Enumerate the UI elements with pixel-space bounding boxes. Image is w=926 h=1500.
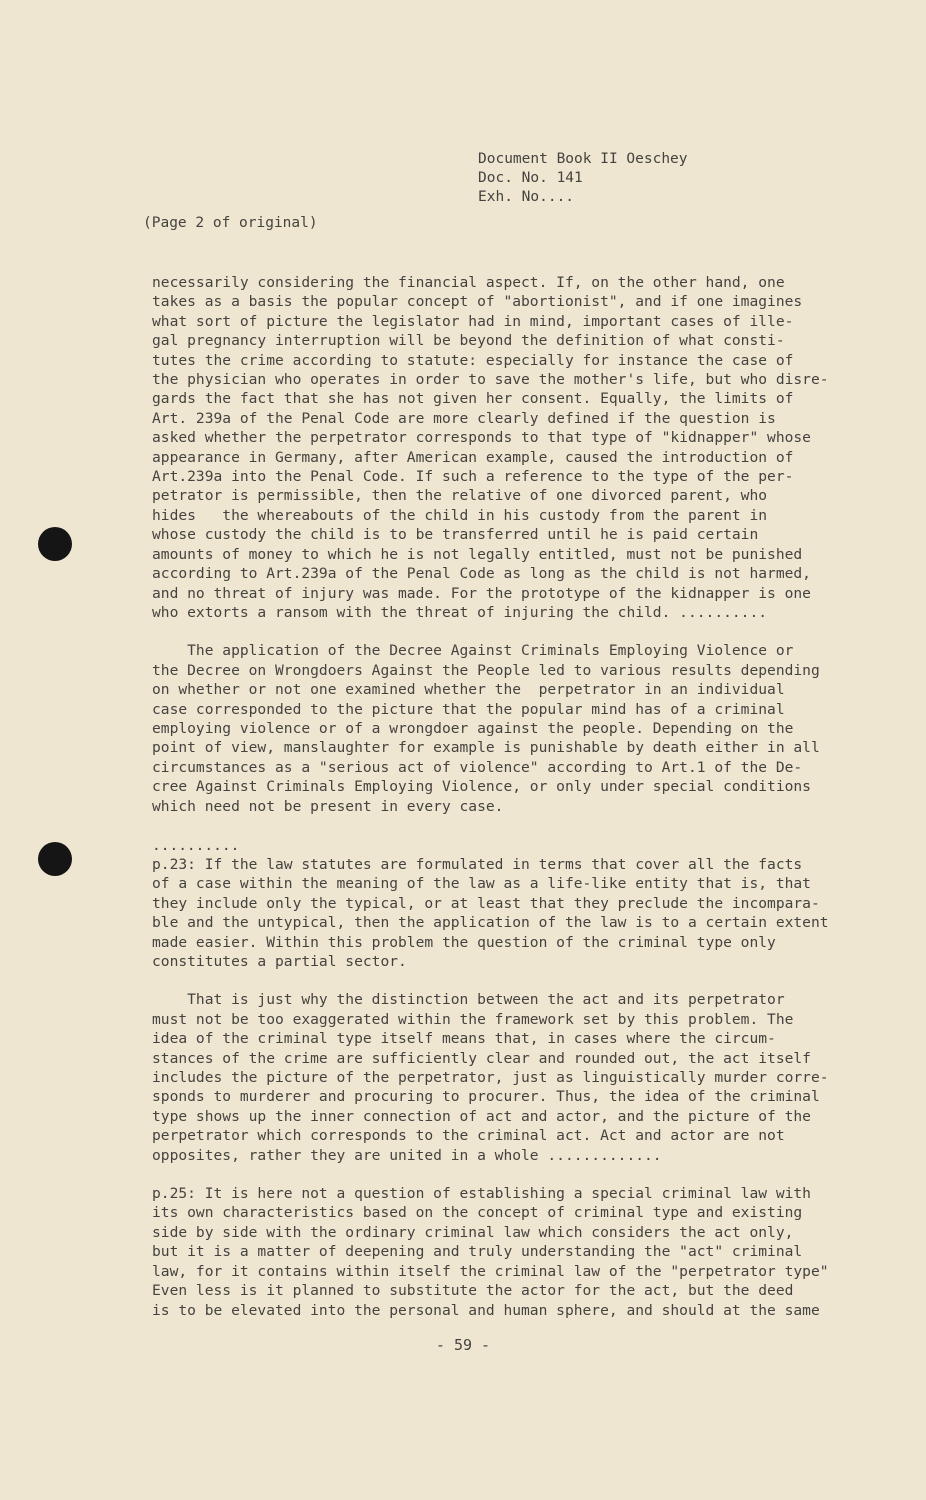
text-line: That is just why the distinction between the act and its perpetrator <box>152 991 785 1009</box>
text-line: Even less is it planned to substitute the actor for the act, but the deed <box>152 1282 794 1300</box>
text-line: tutes the crime according to statute: especially for instance the case of <box>152 351 794 369</box>
punch-hole-top <box>38 527 72 561</box>
text-line: on whether or not one examined whether the perpetrator in an individual <box>152 681 785 699</box>
text-line: they include only the typical, or at least that they preclude the incompara- <box>152 894 820 912</box>
paragraph <box>152 1184 892 1320</box>
text-line: takes as a basis the popular concept of "abortionist", and if one imagines <box>152 293 803 311</box>
text-line: opposites, rather they are united in a whole ............. <box>152 1146 662 1164</box>
text-line: and no threat of injury was made. For the prototype of the kidnapper is one <box>152 584 811 602</box>
text-line: the Decree on Wrongdoers Against the People led to various results depending <box>152 661 820 679</box>
page-of-original-label: (Page 2 of original) <box>143 215 318 231</box>
text-line: which need not be present in every case. <box>152 797 504 815</box>
page-number: - 59 - <box>435 1336 491 1354</box>
text-line: includes the picture of the perpetrator, just as linguistically murder corre- <box>152 1069 829 1087</box>
text-line: case corresponded to the picture that the popular mind has of a criminal <box>152 700 785 718</box>
text-line: appearance in Germany, after American example, caused the introduction of <box>152 448 794 466</box>
text-line: whose custody the child is to be transferred until he is paid certain <box>152 526 759 544</box>
text-line: constitutes a partial sector. <box>152 953 407 970</box>
text-line: cree Against Criminals Employing Violence, or only under special conditions <box>152 778 811 796</box>
text-line: p.25: It is here not a question of establishing a special criminal law with <box>152 1185 811 1203</box>
header-doc-no: Doc. No. 141 <box>478 170 583 186</box>
text-line: made easier. Within this problem the question of the criminal type only <box>152 933 776 951</box>
text-line: idea of the criminal type itself means that, in cases where the circum- <box>152 1030 776 1048</box>
text-line: point of view, manslaughter for example is punishable by death either in all <box>152 739 820 757</box>
document-body <box>152 273 892 1320</box>
text-line: Art.239a into the Penal Code. If such a reference to the type of the per- <box>152 468 794 486</box>
text-line: petrator is permissible, then the relative of one divorced parent, who <box>152 487 768 505</box>
text-line: but it is a matter of deepening and truly understanding the "act" criminal <box>152 1243 803 1261</box>
text-line: gards the fact that she has not given her consent. Equally, the limits of <box>152 390 794 408</box>
text-line: sponds to murderer and procuring to procurer. Thus, the idea of the criminal <box>152 1088 820 1106</box>
header-exhibit-no: Exh. No.... <box>478 189 575 205</box>
text-line: gal pregnancy interruption will be beyond the definition of what consti- <box>152 332 785 350</box>
header-doc-book: Document Book II Oeschey <box>478 151 688 167</box>
text-line: its own characteristics based on the concept of criminal type and existing <box>152 1204 803 1222</box>
text-line: necessarily considering the financial aspect. If, on the other hand, one <box>152 274 785 291</box>
text-line: employing violence or of a wrongdoer against the people. Depending on the <box>152 719 794 737</box>
text-line: side by side with the ordinary criminal law which considers the act only, <box>152 1223 794 1241</box>
text-line: perpetrator which corresponds to the criminal act. Act and actor are not <box>152 1127 785 1145</box>
text-line: of a case within the meaning of the law as a life-like entity that is, that <box>152 875 811 893</box>
text-line: type shows up the inner connection of act and actor, and the picture of the <box>152 1107 811 1125</box>
text-line: what sort of picture the legislator had in mind, important cases of ille- <box>152 312 794 330</box>
paragraph <box>152 273 892 622</box>
document-header <box>478 150 688 207</box>
text-line: amounts of money to which he is not legally entitled, must not be punished <box>152 545 803 563</box>
paragraph <box>152 641 892 816</box>
text-line: must not be too exaggerated within the framework set by this problem. The <box>152 1010 794 1028</box>
text-line: who extorts a ransom with the threat of injuring the child. .......... <box>152 603 768 621</box>
paragraph <box>152 990 892 1165</box>
text-line: law, for it contains within itself the criminal law of the "perpetrator type" <box>152 1262 829 1280</box>
text-line: p.23: If the law statutes are formulated in terms that cover all the facts <box>152 855 803 873</box>
text-line: the physician who operates in order to save the mother's life, but who disre- <box>152 371 829 389</box>
punch-hole-bottom <box>38 842 72 876</box>
text-line: Art. 239a of the Penal Code are more clearly defined if the question is <box>152 409 776 427</box>
paragraph <box>152 855 892 971</box>
text-line: circumstances as a "serious act of violence" according to Art.1 of the De- <box>152 758 803 776</box>
text-line: is to be elevated into the personal and human sphere, and should at the same <box>152 1301 820 1319</box>
text-line: according to Art.239a of the Penal Code as long as the child is not harmed, <box>152 565 811 583</box>
text-line: The application of the Decree Against Criminals Employing Violence or <box>152 642 794 660</box>
text-line: asked whether the perpetrator corresponds to that type of "kidnapper" whose <box>152 429 811 447</box>
text-line: ble and the untypical, then the application of the law is to a certain extent <box>152 914 829 932</box>
section-separator-dots: .......... <box>152 838 240 854</box>
text-line: hides the whereabouts of the child in his custody from the parent in <box>152 506 768 524</box>
text-line: stances of the crime are sufficiently clear and rounded out, the act itself <box>152 1049 811 1067</box>
